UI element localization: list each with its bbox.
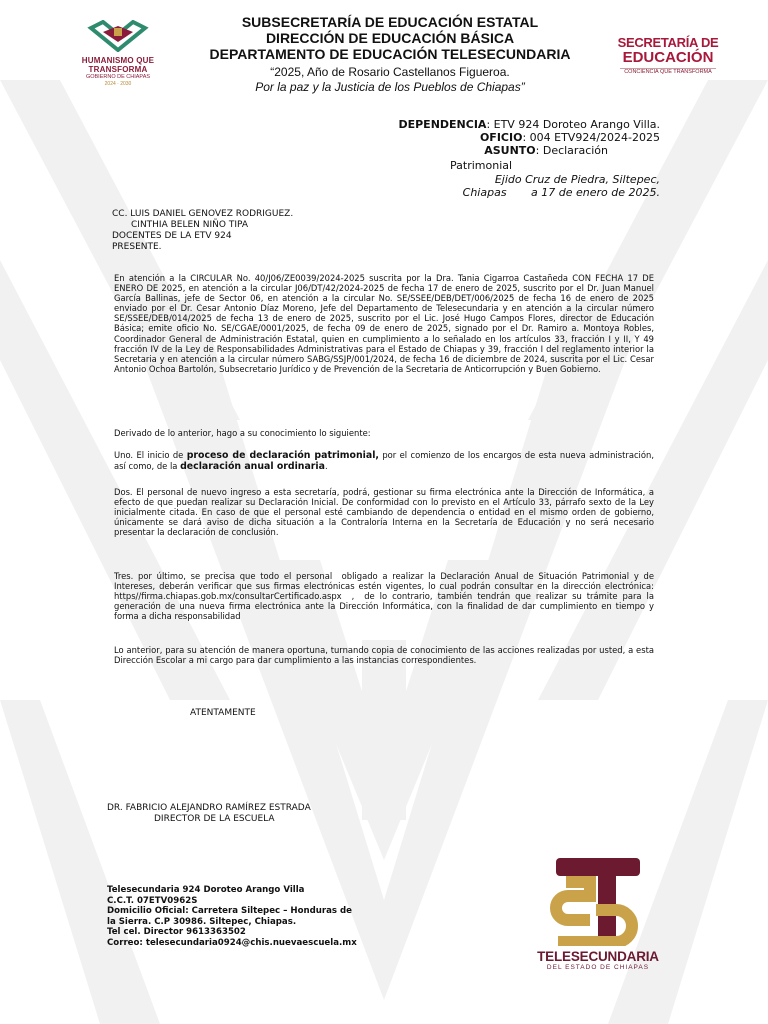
asunto-continuation: Patrimonial [450, 159, 513, 172]
footer-line1: Telesecundaria 924 Doroteo Arango Villa [107, 885, 305, 895]
p3-text-a: Uno. El inicio de [114, 450, 187, 460]
footer-line6: Correo: telesecundaria0924@chis.nuevaescuela.mx [107, 937, 357, 948]
logo-right-line2: EDUCACIÓN [622, 49, 714, 66]
oficio-label: OFICIO [479, 131, 523, 144]
heart-emblem-icon [85, 20, 151, 52]
dependencia-label: DEPENDENCIA [398, 118, 487, 131]
paragraph-5: Tres. por último, se precisa que todo el personal obligado a realizar la Declaración Anual de Situación Patrimonial y de Intereses, deberán verificar que sus firmas electrónicas estén vigentes, lo cual podrán consultar en la dirección electrónica: https//firma.chiapas.gob.mx/consultarCertificado.aspx , de lo contrario, también tendrán que realizar su trámite para la generación de una nueva firma electrónica ante la Dirección Informática, con la finalidad de dar cumplimiento en tiempo y forma a dicha responsabilidad [114, 571, 657, 622]
paragraph-1: En atención a la CIRCULAR No. 40/J06/ZE0039/2024-2025 suscrita por la Dra. Tania Cigarroa Castañeda CON FECHA 17 DE ENERO DE 2025, en atención a la circular J06/DT/42/2024-2025 de fecha 17 de enero de 2025, suscrito por el Dr. Juan Manuel García Ballinas, jefe de Sector 06, en atención a la circular No. SE/SSEE/DEB/DET/006/2025 de fecha 16 de enero de 2025 enviado por el Dr. Cesar Antonio Díaz Moreno, Jefe del Departamento de Telesecundaria y en atención a la circular número SE/SSEE/DEB/014/2025 de fecha 13 de enero de 2025, suscrito por el Lic. José Hugo Campos Flores, director de Educación Básica; emite oficio No. SE/CGAE/0001/2025, de fecha 09 de enero de 2025, signado por el Dr. Ramiro a. Montoya Robles, Coordinador General de Administración Estatal, quien en cumplimiento a lo señalado en los artículos 33, fracción I y II, Y 49 fracción IV de la Ley de Responsabilidades Administrativas para el Estado de Chiapas y 39, fracción I del reglamento interior la Secretaria y en atención a la circular número SABG/SSJP/001/2024, de fecha 16 de diciembre de 2024, suscrita por el Lic. Cesar Antonio Ochoa Bartolón, Subsecretario Jurídico y de Prevención de la Secretaria de Anticorrupción y Buen Gobierno. [114, 273, 654, 374]
logo-left-line3: GOBIERNO DE CHIAPAS [85, 74, 151, 80]
asunto-label: ASUNTO [484, 144, 536, 157]
dependencia-line [398, 118, 660, 131]
paragraph-3 [114, 450, 654, 472]
footer-line5: Tel cel. Director 9613363502 [107, 927, 246, 938]
footer-line3: Domicilio Oficial: Carretera Siltepec – Honduras de [107, 906, 353, 917]
place-date [463, 173, 660, 199]
telesecundaria-logo [534, 858, 662, 974]
p3-text-c: por el comienzo de los encargos de esta nueva administración, así como, de la [114, 450, 654, 472]
logo-left-line1: HUMANISMO QUE [81, 56, 155, 65]
logo-left-line2: TRANSFORMA [88, 65, 148, 74]
oficio-line [398, 131, 660, 144]
header-line2: DIRECCIÓN DE EDUCACIÓN BÁSICA [265, 30, 515, 46]
addressee-line4: PRESENTE. [112, 242, 162, 252]
addressee-line3: DOCENTES DE LA ETV 924 [112, 231, 232, 241]
secretaria-educacion-logo [612, 36, 724, 86]
addressee-line1: CC. LUIS DANIEL GENOVEZ RODRIGUEZ. [112, 209, 294, 219]
logo-right-line1: SECRETARÍA DE [617, 35, 719, 50]
tele-logo-line1: TELESECUNDARIA [537, 949, 659, 964]
p3-bold-2: declaración anual ordinaria [180, 461, 325, 473]
p3-bold-1: proceso de declaración patrimonial, [186, 450, 379, 461]
place-line2: Chiapas a 17 de enero de 2025. [462, 186, 660, 199]
signer-name: DR. FABRICIO ALEJANDRO RAMÍREZ ESTRADA [107, 803, 311, 813]
st-monogram-icon [548, 858, 648, 946]
header-quote2: Por la paz y la Justicia de los Pueblos de Chiapas” [255, 80, 525, 94]
asunto-value: : Declaración [535, 144, 608, 157]
header-line1: SUBSECRETARÍA DE EDUCACIÓN ESTATAL [241, 14, 539, 30]
tele-logo-line2: DEL ESTADO DE CHIAPAS [546, 964, 650, 971]
paragraph-2: Derivado de lo anterior, hago a su conocimiento lo siguiente: [114, 428, 371, 438]
dependencia-value: : ETV 924 Doroteo Arango Villa. [486, 118, 660, 131]
oficio-value: : 004 ETV924/2024-2025 [522, 131, 660, 144]
signature-block [107, 803, 311, 825]
gobierno-chiapas-logo [68, 20, 168, 96]
footer-line2: C.C.T. 07ETV0962S [107, 895, 198, 906]
school-footer [107, 885, 357, 949]
signer-role: DIRECTOR DE LA ESCUELA [154, 814, 275, 824]
logo-left-line4: 2024 · 2030 [104, 81, 132, 87]
logo-right-line3: CONCIENCIA QUE TRANSFORMA [620, 68, 716, 76]
atentamente: ATENTAMENTE [190, 708, 256, 718]
asunto-line [398, 144, 608, 157]
meta-block [398, 118, 660, 157]
header-line3: DEPARTAMENTO DE EDUCACIÓN TELESECUNDARIA [209, 46, 571, 62]
p3-text-e: . [324, 461, 328, 472]
paragraph-4: Dos. El personal de nuevo ingreso a esta secretaría, podrá, gestionar su firma electrónica ante la Dirección de Informática, a efecto de que puedan realizar su Declaración Inicial. De conformidad con lo previsto en el Artículo 33, párrafo sexto de la Ley inicialmente citada. En caso de que el personal esté cambiando de dependencia o entidad en el mismo orden de gobierno, únicamente se dará aviso de dicha situación a la Contraloría Interna en la Secretaría de Educación y no será necesario presentar la declaración de conclusión. [114, 487, 654, 538]
addressee-block [112, 209, 293, 253]
place-line1: Ejido Cruz de Piedra, Siltepec, [494, 173, 660, 186]
footer-line4: la Sierra. C.P 30986. Siltepec, Chiapas. [107, 916, 297, 927]
paragraph-6: Lo anterior, para su atención de manera oportuna, turnando copia de conocimiento de las acciones realizadas por usted, a esta Dirección Escolar a mi cargo para dar cumplimiento a las instancias correspondientes. [114, 645, 654, 666]
header-quote1: “2025, Año de Rosario Castellanos Figueroa. [270, 65, 510, 79]
letterhead [180, 14, 600, 95]
addressee-line2: CINTHIA BELEN NIÑO TIPA [131, 220, 248, 230]
